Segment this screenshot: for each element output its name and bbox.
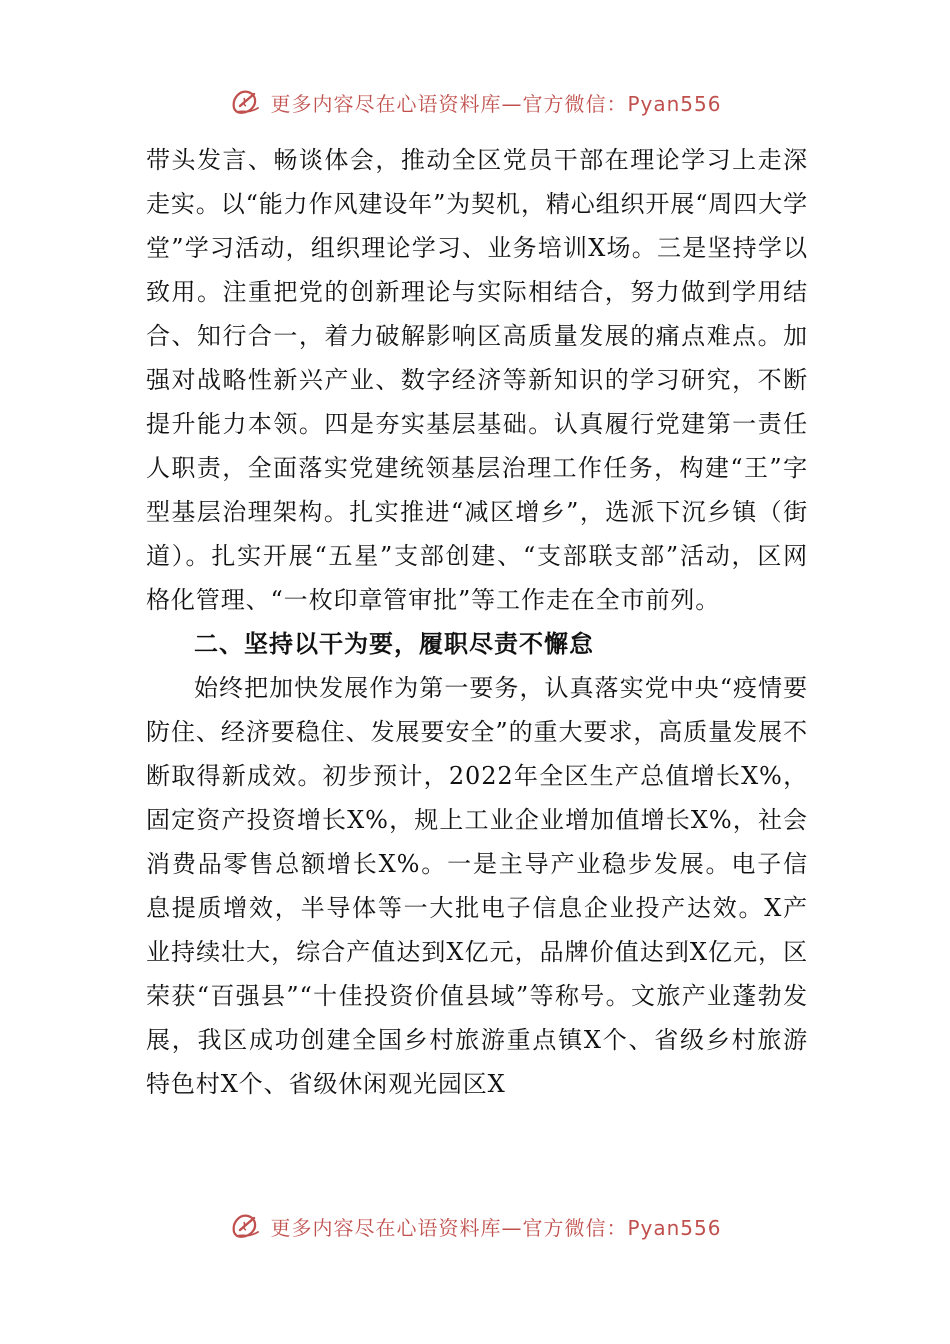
header-banner-text: 更多内容尽在心语资料库—官方微信：Pyan556 bbox=[270, 91, 722, 116]
paragraph-1: 带头发言、畅谈体会，推动全区党员干部在理论学习上走深走实。以“能力作风建设年”为契机，精心组织开展“周四大学堂”学习活动，组织理论学习、业务培训X场。三是坚持学以致用。注重把党的创新理论与实际相结合，努力做到学用结合、知行合一，着力破解影响区高质量发展的痛点难点。加强对战略性新兴产业、数字经济等新知识的学习研究，不断提升能力本领。四是夯实基层基础。认真履行党建第一责任人职责，全面落实党建统领基层治理工作任务，构建“王”字型基层治理架构。扎实推进“减区增乡”，选派下沉乡镇（街道）。扎实开展“五星”支部创建、“支部联支部”活动，区网格化管理、“一枚印章管审批”等工作走在全市前列。 bbox=[146, 146, 809, 614]
section-heading-2: 二、坚持以干为要，履职尽责不懈怠 bbox=[194, 630, 594, 658]
header-banner bbox=[0, 84, 950, 120]
document-body bbox=[146, 138, 808, 1106]
footer-banner bbox=[0, 1208, 950, 1244]
paragraph-2: 始终把加快发展作为第一要务，认真落实党中央“疫情要防住、经济要稳住、发展要安全”的重大要求，高质量发展不断取得新成效。初步预计，2022年全区生产总值增长X%，固定资产投资增长X%，规上工业企业增加值增长X%，社会消费品零售总额增长X%。一是主导产业稳步发展。电子信息提质增效，半导体等一大批电子信息企业投产达效。X产业持续壮大，综合产值达到X亿元，品牌价值达到X亿元，区荣获“百强县”“十佳投资价值县域”等称号。文旅产业蓬勃发展，我区成功创建全国乡村旅游重点镇X个、省级乡村旅游特色村X个、省级休闲观光园区X bbox=[146, 674, 808, 1098]
signature-logo-icon bbox=[228, 1208, 264, 1244]
signature-logo-icon bbox=[228, 84, 264, 120]
footer-banner-text: 更多内容尽在心语资料库—官方微信：Pyan556 bbox=[270, 1215, 722, 1240]
